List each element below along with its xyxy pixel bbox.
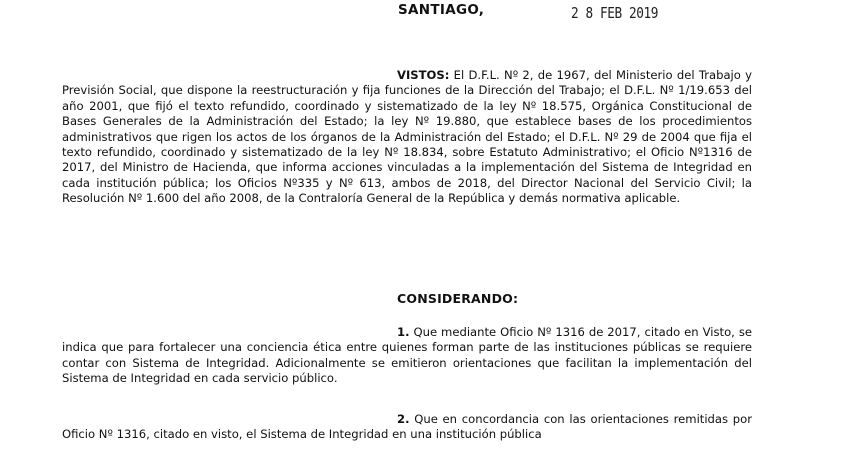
item-number: 2.	[397, 412, 410, 426]
item-number: 1.	[397, 325, 410, 339]
header-date-stamp: 2 8 FEB 2019	[571, 4, 659, 22]
vistos-label: VISTOS:	[397, 68, 450, 82]
item-text: Que mediante Oficio Nº 1316 de 2017, citado en Visto, se indica que para fortalecer una conciencia ética entre quienes forman parte de las instituciones públicas se requiere contar con Sistema de Integridad. Adicionalmente se emitieron orientaciones que facilitan la implementación del Sistema de Integridad en cada servicio público.	[62, 325, 753, 386]
vistos-section	[62, 68, 752, 207]
considerando-paragraph	[62, 325, 752, 387]
considerando-title: CONSIDERANDO:	[397, 291, 519, 306]
vistos-paragraph	[62, 68, 752, 207]
item-text: Que en concordancia con las orientaciones remitidas por Oficio Nº 1316, citado en visto, el Sistema de Integridad en una institución pública	[62, 412, 753, 442]
vistos-text: El D.F.L. Nº 2, de 1967, del Ministerio del Trabajo y Previsión Social, que dispone la reestructuración y fija funciones de la Dirección del Trabajo; el D.F.L. Nº 1/19.653 del año 2001, que fijó el texto refundido, coordinado y sistematizado de la ley Nº 18.575, Orgánica Constitucional de Bases Generales de la Administración del Estado; la ley Nº 19.880, que establece bases de los procedimientos administrativos que rigen los actos de los órganos de la Administración del Estado; el D.F.L. Nº 29 de 2004 que fija el texto refundido, coordinado y sistematizado de la ley Nº 18.834, sobre Estatuto Administrativo; el Oficio Nº1316 de 2017, del Ministro de Hacienda, que informa acciones vinculadas a la implementación del Sistema de Integridad en cada institución pública; los Oficios Nº335 y Nº 613, ambos de 2018, del Director Nacional del Servicio Civil; la Resolución Nº 1.600 del año 2008, de la Contraloría General de la República y demás normativa aplicable.	[62, 68, 753, 206]
considerando-item-2	[62, 412, 752, 443]
considerando-item-1	[62, 325, 752, 387]
header-city: SANTIAGO,	[398, 2, 485, 18]
considerando-paragraph	[62, 412, 752, 443]
